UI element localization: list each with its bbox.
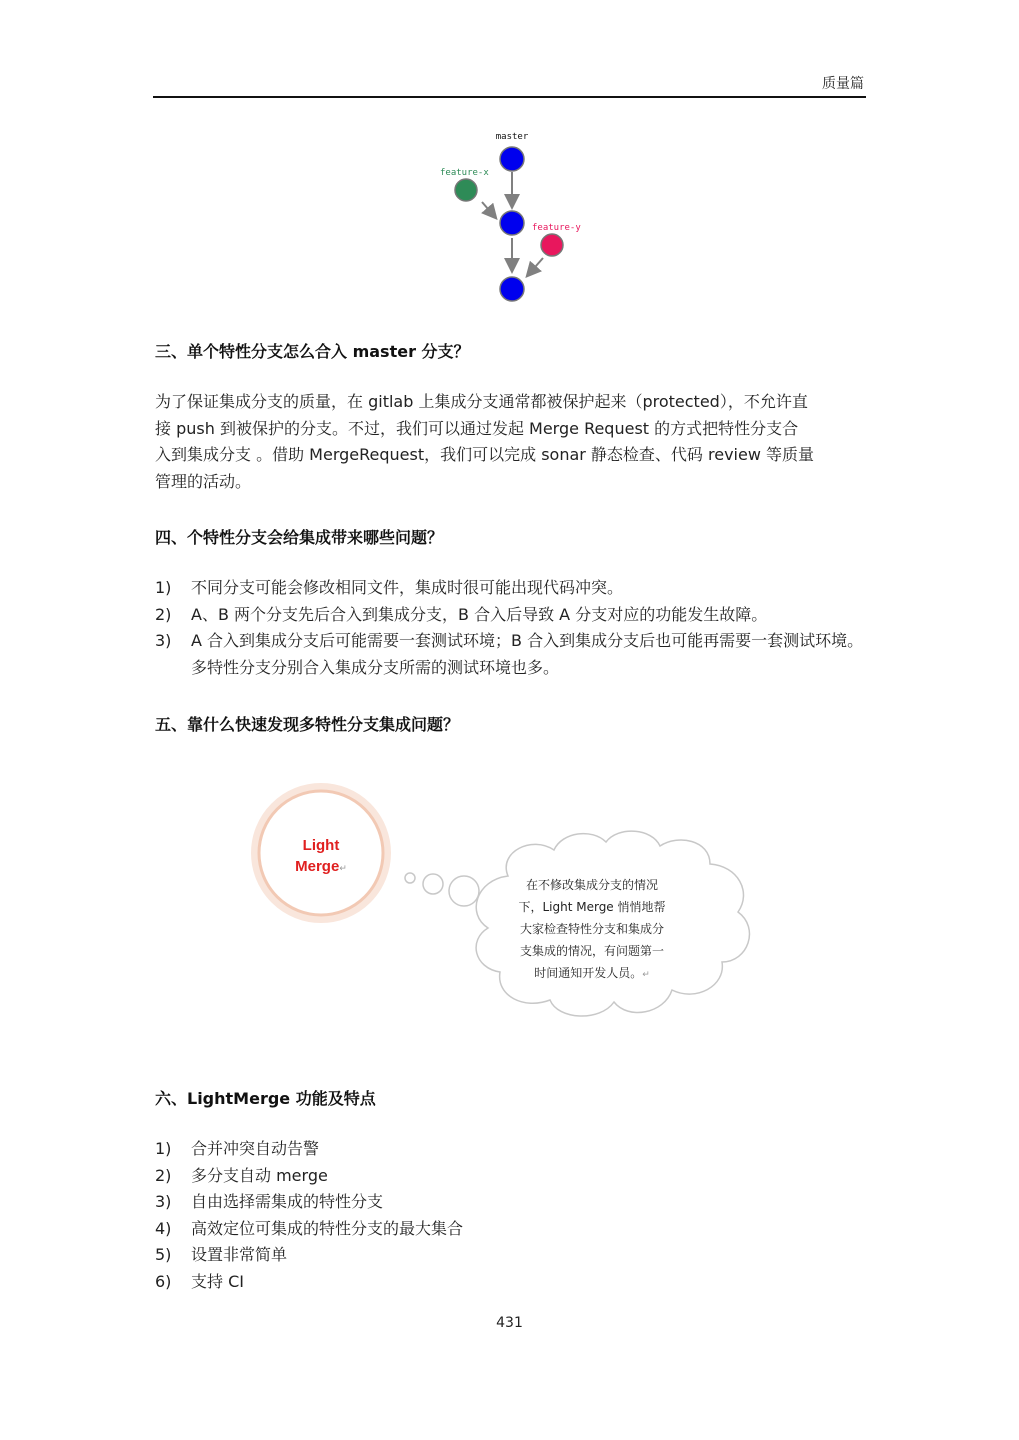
- list-item: [155, 1269, 866, 1296]
- feature-y-label: feature-y: [532, 223, 581, 233]
- list-item: [155, 1136, 866, 1163]
- list-number: 4): [155, 1218, 172, 1238]
- list-number: 3): [155, 631, 172, 650]
- list-item: [155, 602, 866, 629]
- cloud-text-line-5: 时间通知开发人员。↵: [534, 966, 650, 980]
- section-3-line-3: 入到集成分支 。借助 MergeRequest，我们可以完成 sonar 静态检查、代码 review 等质量: [155, 445, 815, 464]
- thought-dot-large: [449, 876, 479, 906]
- list-text: 高效定位可集成的特性分支的最大集合: [191, 1218, 464, 1238]
- master-commit-node: [500, 147, 524, 171]
- circle-text-merge: Merge↵: [295, 858, 347, 875]
- cloud-text-line-1: 在不修改集成分支的情况: [525, 878, 659, 892]
- feature-x-label: feature-x: [440, 168, 489, 178]
- light-merge-thought-bubble: [240, 780, 780, 1040]
- section-3-heading: 三、单个特性分支怎么合入 master 分支？: [155, 342, 470, 361]
- feature-y-node: [541, 234, 563, 256]
- page-number: 431: [496, 1315, 523, 1331]
- arrow-feature-x: [482, 202, 495, 217]
- list-number: 2): [155, 604, 172, 624]
- list-number: 5): [155, 1245, 172, 1264]
- list-text: 自由选择需集成的特性分支: [191, 1192, 384, 1211]
- thought-dot-small: [405, 873, 415, 883]
- thought-dot-medium: [423, 874, 443, 894]
- circle-text-light: Light: [302, 837, 340, 854]
- section-3-line-2: 接 push 到被保护的分支。不过，我们可以通过发起 Merge Request 的方式把特性分支合: [155, 418, 799, 438]
- page-header: [153, 72, 866, 98]
- list-text: 多分支自动 merge: [191, 1165, 328, 1185]
- list-number: 2): [155, 1165, 172, 1185]
- list-item: [155, 575, 866, 602]
- list-item: [155, 1242, 866, 1269]
- list-item: [155, 1216, 866, 1243]
- header-title: 质量篇: [822, 76, 864, 92]
- cloud-text-line-2: 下，Light Merge 悄悄地帮: [518, 900, 666, 914]
- cloud-text-line-4: 支集成的情况，有问题第一: [519, 944, 665, 958]
- list-item: [155, 1163, 866, 1190]
- list-text: 不同分支可能会修改相同文件，集成时很可能出现代码冲突。: [191, 578, 624, 597]
- section-6-list: [155, 1136, 866, 1295]
- merge-commit-node-2: [500, 277, 524, 301]
- arrow-feature-y: [528, 258, 543, 275]
- list-text: 设置非常简单: [191, 1245, 288, 1264]
- merge-commit-node-1: [500, 211, 524, 235]
- list-number: 1): [155, 578, 172, 597]
- section-5-heading: 五、靠什么快速发现多特性分支集成问题？: [155, 715, 460, 734]
- master-label: master: [495, 132, 529, 142]
- list-number: 1): [155, 1139, 172, 1158]
- list-text: A、B 两个分支先后合入到集成分支，B 合入后导致 A 分支对应的功能发生故障。: [191, 604, 768, 624]
- list-item: [155, 1189, 866, 1216]
- section-6-heading: 六、LightMerge 功能及特点: [155, 1089, 376, 1108]
- list-number: 6): [155, 1271, 172, 1291]
- section-4-list: [155, 575, 866, 681]
- feature-x-node: [455, 179, 477, 201]
- section-3-line-1: 为了保证集成分支的质量，在 gitlab 上集成分支通常都被保护起来（protected），不允许直: [155, 392, 808, 411]
- git-branch-diagram: [430, 125, 590, 310]
- list-text: 支持 CI: [191, 1271, 244, 1291]
- section-4-heading: 四、个特性分支会给集成带来哪些问题？: [155, 528, 444, 547]
- list-text: A 合入到集成分支后可能需要一套测试环境；B 合入到集成分支后也可能再需要一套测试环境。多特性分支分别合入集成分支所需的测试环境也多。: [191, 631, 864, 677]
- section-3-line-4: 管理的活动。: [155, 471, 252, 491]
- list-item: [155, 628, 866, 681]
- section-3-paragraph: [155, 389, 866, 495]
- cloud-text-line-3: 大家检查特性分支和集成分: [519, 922, 665, 936]
- list-text: 合并冲突自动告警: [191, 1139, 320, 1158]
- list-number: 3): [155, 1192, 172, 1211]
